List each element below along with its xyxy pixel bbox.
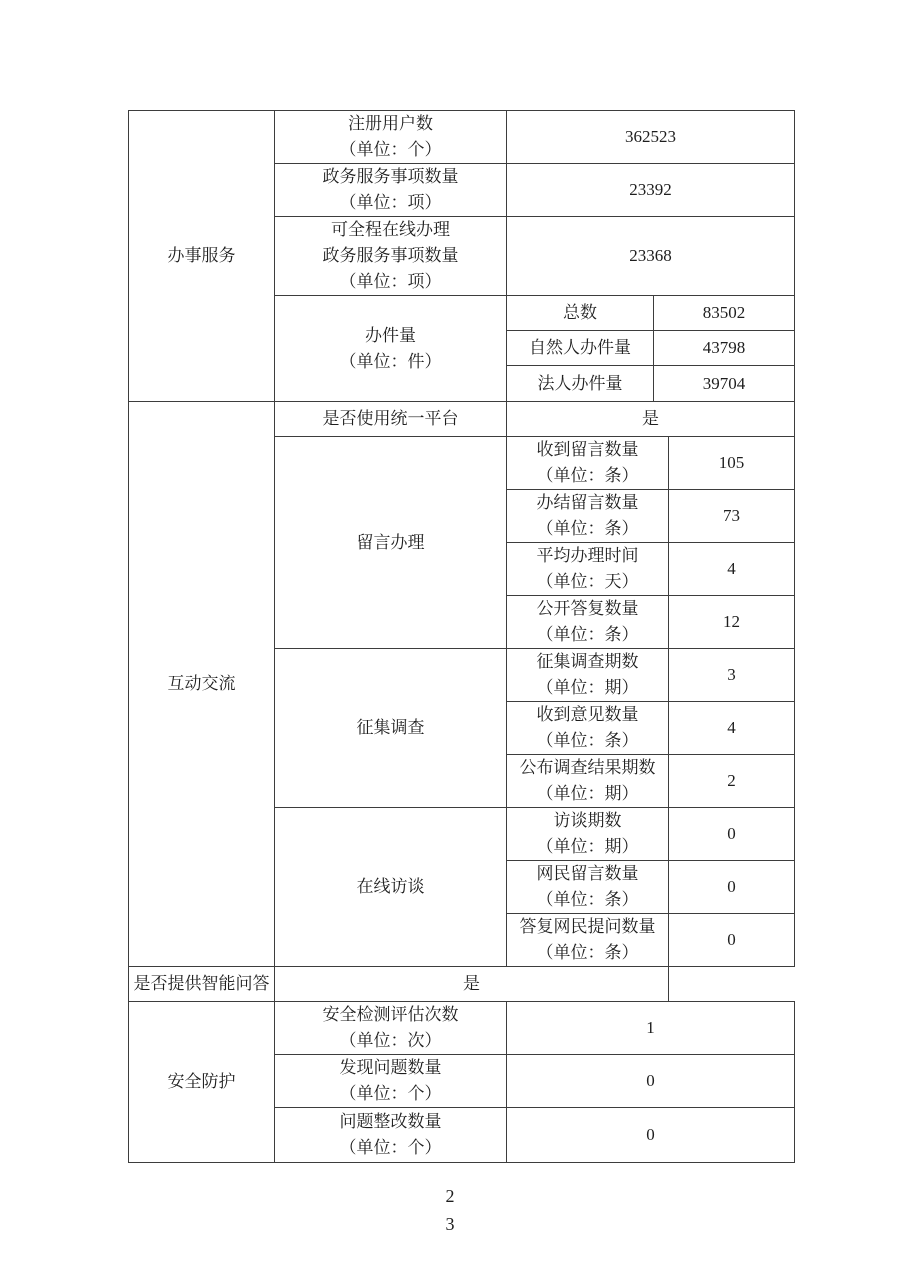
sub-metric-value: 83502 xyxy=(702,303,746,322)
sub-metric-value-cell xyxy=(669,437,795,490)
sub-metric-label-line: 收到留言数量 xyxy=(536,440,639,459)
sub-metric-value-cell xyxy=(669,861,795,914)
annual-report-table xyxy=(128,110,795,1163)
sub-metric-label-line: 法人办件量 xyxy=(537,373,623,393)
sub-metric-value: 105 xyxy=(718,453,745,472)
table-row xyxy=(129,1002,795,1055)
sub-metric-value-cell xyxy=(669,596,795,649)
metric-value-cell xyxy=(507,1108,795,1163)
table-row xyxy=(129,402,795,437)
metric-value: 0 xyxy=(646,1125,655,1144)
sub-metric-label-cell xyxy=(507,808,669,861)
sub-metric-value: 12 xyxy=(723,612,740,631)
group-label-cell xyxy=(275,437,507,649)
page-number-bottom: 3 xyxy=(445,1214,455,1234)
sub-metric-value-cell xyxy=(669,543,795,596)
sub-metric-value-cell xyxy=(654,331,795,366)
sub-metric-label-line: 答复网民提问数量 xyxy=(519,917,656,936)
sub-metric-label-line: 平均办理时间 xyxy=(536,546,639,565)
sub-metric-label-cell xyxy=(507,296,654,331)
sub-metric-value-cell xyxy=(669,490,795,543)
group-label-line: 征集调查 xyxy=(356,718,425,737)
metric-value-cell xyxy=(507,1055,795,1108)
metric-value: 是 xyxy=(463,974,480,993)
metric-label-line: 发现问题数量 xyxy=(339,1058,442,1077)
metric-label-line: 政务服务事项数量 xyxy=(322,167,459,186)
sub-metric-unit-line: （单位：条） xyxy=(536,466,639,485)
table-row xyxy=(129,111,795,164)
metric-unit-line: （单位：个） xyxy=(339,1084,442,1103)
section-title-cell xyxy=(129,111,275,402)
metric-unit-line: （单位：个） xyxy=(339,140,442,159)
group-label-cell xyxy=(275,649,507,808)
section-title: 互动交流 xyxy=(167,674,236,693)
sub-metric-value-cell xyxy=(669,808,795,861)
sub-metric-unit-line: （单位：天） xyxy=(536,572,639,591)
sub-metric-label-cell xyxy=(507,437,669,490)
group-label-line: 办件量 xyxy=(365,325,416,345)
sub-metric-value: 0 xyxy=(727,930,736,949)
metric-value: 23392 xyxy=(629,180,672,199)
metric-label-line: 是否使用统一平台 xyxy=(322,409,459,428)
sub-metric-label-cell xyxy=(507,543,669,596)
sub-metric-label-line: 访谈期数 xyxy=(553,811,622,830)
table-row xyxy=(129,967,795,1002)
sub-metric-unit-line: （单位：期） xyxy=(536,784,639,803)
sub-metric-value-cell xyxy=(654,366,795,402)
metric-value: 是 xyxy=(642,409,659,428)
sub-metric-value-cell xyxy=(669,702,795,755)
metric-value-cell xyxy=(507,164,795,217)
metric-label-line: 安全检测评估次数 xyxy=(322,1005,459,1024)
sub-metric-label-line: 自然人办件量 xyxy=(529,338,631,357)
metric-value-cell xyxy=(507,1002,795,1055)
group-label-line: 留言办理 xyxy=(356,532,425,552)
metric-unit-line: （单位：项） xyxy=(339,193,442,212)
sub-metric-label-line: 总数 xyxy=(563,303,597,322)
metric-value: 0 xyxy=(646,1071,655,1090)
sub-metric-label-cell xyxy=(507,596,669,649)
metric-label-line: 政务服务事项数量 xyxy=(322,246,459,265)
sub-metric-unit-line: （单位：期） xyxy=(536,837,639,856)
sub-metric-unit-line: （单位：条） xyxy=(536,943,639,962)
metric-unit-line: （单位：个） xyxy=(339,1138,442,1157)
sub-metric-label-cell xyxy=(507,755,669,808)
sub-metric-value-cell xyxy=(654,296,795,331)
sub-metric-label-cell xyxy=(507,490,669,543)
sub-metric-label-line: 办结留言数量 xyxy=(536,493,639,512)
metric-label-cell xyxy=(129,967,275,1002)
sub-metric-unit-line: （单位：条） xyxy=(536,890,639,909)
page-number-top: 2 xyxy=(445,1186,455,1206)
section-title: 安全防护 xyxy=(167,1072,236,1091)
sub-metric-label-line: 公开答复数量 xyxy=(536,599,639,618)
metric-unit-line: （单位：次） xyxy=(339,1031,442,1050)
sub-metric-label-cell xyxy=(507,331,654,366)
sub-metric-unit-line: （单位：条） xyxy=(536,731,639,750)
metric-label-line: 是否提供智能问答 xyxy=(133,974,270,993)
section-title: 办事服务 xyxy=(167,246,236,265)
sub-metric-value: 2 xyxy=(727,771,736,790)
sub-metric-unit-line: （单位：期） xyxy=(536,678,639,697)
sub-metric-value: 73 xyxy=(723,506,740,525)
group-label-cell xyxy=(275,808,507,967)
sub-metric-label-line: 收到意见数量 xyxy=(536,705,639,724)
metric-label-cell xyxy=(275,217,507,296)
metric-label-line: 可全程在线办理 xyxy=(331,220,450,239)
sub-metric-label-cell xyxy=(507,702,669,755)
metric-value-cell xyxy=(275,967,669,1002)
section-title-cell xyxy=(129,1002,275,1163)
sub-metric-value-cell xyxy=(669,755,795,808)
metric-label-cell xyxy=(275,1055,507,1108)
sub-metric-label-cell xyxy=(507,861,669,914)
metric-value: 23368 xyxy=(629,246,672,265)
sub-metric-value: 43798 xyxy=(702,338,746,357)
metric-label-cell xyxy=(275,1002,507,1055)
sub-metric-value: 4 xyxy=(727,718,736,737)
metric-value-cell xyxy=(507,402,795,437)
group-unit-line: （单位：件） xyxy=(339,351,442,371)
sub-metric-value: 0 xyxy=(727,824,736,843)
sub-metric-value-cell xyxy=(669,649,795,702)
sub-metric-label-cell xyxy=(507,366,654,402)
metric-label-cell xyxy=(275,402,507,437)
metric-label-cell xyxy=(275,1108,507,1163)
metric-unit-line: （单位：项） xyxy=(339,272,442,291)
sub-metric-value: 39704 xyxy=(702,373,746,393)
sub-metric-unit-line: （单位：条） xyxy=(536,519,639,538)
sub-metric-label-cell xyxy=(507,914,669,967)
sub-metric-label-line: 网民留言数量 xyxy=(536,864,639,883)
metric-label-line: 注册用户数 xyxy=(348,114,433,133)
sub-metric-value: 0 xyxy=(727,877,736,896)
sub-metric-label-cell xyxy=(507,649,669,702)
sub-metric-label-line: 征集调查期数 xyxy=(536,652,639,671)
metric-value-cell xyxy=(507,111,795,164)
metric-label-cell xyxy=(275,164,507,217)
metric-value: 1 xyxy=(646,1018,655,1037)
metric-label-cell xyxy=(275,111,507,164)
metric-label-line: 问题整改数量 xyxy=(339,1112,442,1131)
metric-value: 362523 xyxy=(625,127,676,146)
sub-metric-label-line: 公布调查结果期数 xyxy=(519,758,656,777)
group-label-cell xyxy=(275,296,507,402)
sub-metric-unit-line: （单位：条） xyxy=(536,625,639,644)
section-title-cell xyxy=(129,402,275,967)
group-label-line: 在线访谈 xyxy=(356,877,425,896)
sub-metric-value: 3 xyxy=(727,665,736,684)
metric-value-cell xyxy=(507,217,795,296)
sub-metric-value-cell xyxy=(669,914,795,967)
sub-metric-value: 4 xyxy=(727,559,736,578)
